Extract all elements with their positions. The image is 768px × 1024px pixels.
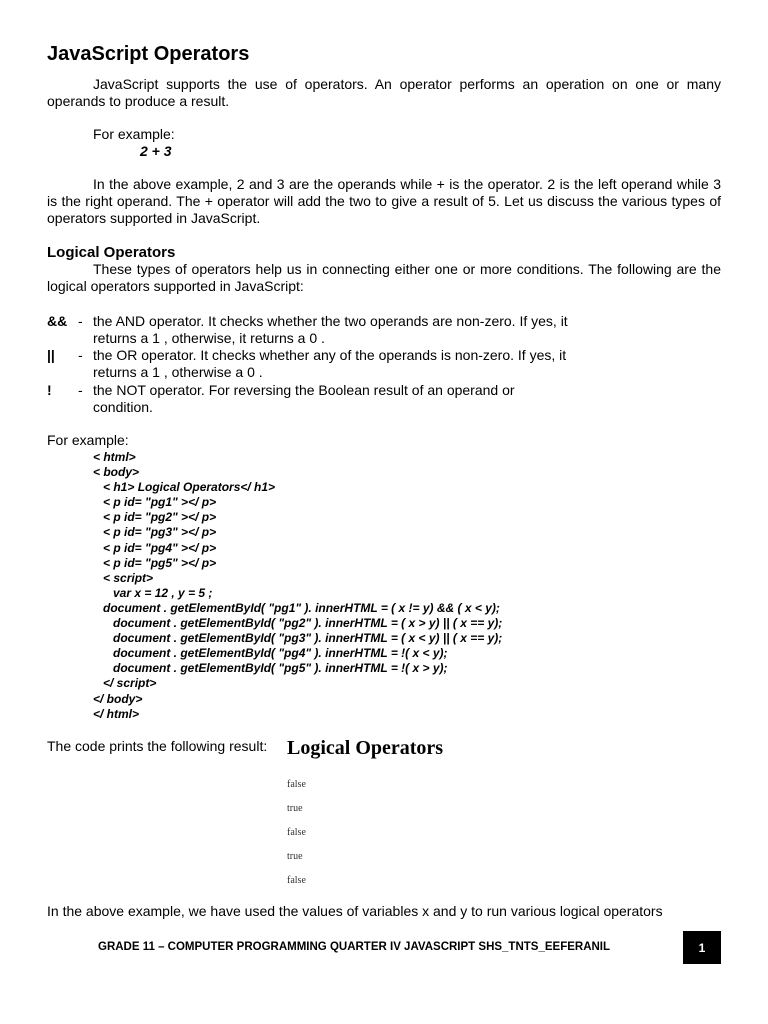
- not-operator-dash: -: [78, 382, 83, 398]
- result-title: Logical Operators: [287, 737, 444, 759]
- result-screenshot: [285, 733, 525, 887]
- for-example-label-2: For example:: [47, 432, 129, 448]
- code-line: < body>: [93, 465, 140, 480]
- and-operator-description: [93, 313, 593, 347]
- or-operator-line-2: returns a 1 , otherwise a 0 .: [93, 364, 263, 380]
- not-operator-description: [93, 382, 593, 416]
- explanation-text: In the above example, 2 and 3 are the operands while + is the operator. 2 is the left operand while 3 is the right operand. The + operator will add the two to give a result of 5. Let us discuss the various types of operators supported in JavaScript.: [47, 176, 721, 226]
- page-number: 1: [683, 931, 721, 964]
- or-operator-line-1: the OR operator. It checks whether any of the operands is non-zero. If yes, it: [93, 347, 567, 363]
- code-line: document . getElementById( "pg4" ). innerHTML = !( x < y);: [93, 646, 448, 661]
- code-line: document . getElementById( "pg3" ). innerHTML = ( x < y) || ( x == y);: [93, 631, 503, 646]
- code-line: < p id= "pg2" ></ p>: [93, 510, 217, 525]
- result-value: false: [287, 779, 306, 790]
- code-line: < p id= "pg3" ></ p>: [93, 525, 217, 540]
- page-footer: GRADE 11 – COMPUTER PROGRAMMING QUARTER IV JAVASCRIPT SHS_TNTS_EEFERANIL: [98, 941, 611, 953]
- closing-paragraph: In the above example, we have used the values of variables x and y to run various logical operators: [47, 903, 663, 919]
- code-line: < p id= "pg5" ></ p>: [93, 555, 217, 570]
- code-line: document . getElementById( "pg2" ). innerHTML = ( x > y) || ( x == y);: [93, 616, 503, 631]
- code-line: < script>: [93, 570, 154, 585]
- not-operator-line-2: condition.: [93, 399, 153, 415]
- result-value: true: [287, 803, 303, 814]
- explanation-paragraph: [47, 176, 721, 227]
- code-line: document . getElementById( "pg5" ). innerHTML = !( x > y);: [93, 661, 448, 676]
- not-operator-symbol: !: [47, 382, 52, 398]
- and-operator-line-1: the AND operator. It checks whether the two operands are non-zero. If yes, it: [93, 313, 568, 329]
- not-operator-line-1: the NOT operator. For reversing the Boolean result of an operand or: [93, 382, 515, 398]
- result-value: false: [287, 827, 306, 838]
- intro-text: JavaScript supports the use of operators. An operator performs an operation on one or many operands to produce a result.: [47, 76, 721, 109]
- logical-intro-paragraph: [47, 261, 721, 295]
- intro-paragraph: [47, 76, 721, 110]
- or-operator-symbol: ||: [47, 347, 55, 363]
- and-operator-symbol: &&: [47, 313, 68, 329]
- example-expression: 2 + 3: [140, 143, 172, 159]
- and-operator-line-2: returns a 1 , otherwise, it returns a 0 .: [93, 330, 325, 346]
- code-line: </ script>: [93, 676, 157, 691]
- or-operator-dash: -: [78, 347, 83, 363]
- or-operator-description: [93, 347, 593, 381]
- for-example-label-1: For example:: [93, 126, 175, 142]
- and-operator-dash: -: [78, 313, 83, 329]
- result-value: false: [287, 875, 306, 886]
- code-line: var x = 12 , y = 5 ;: [93, 585, 213, 600]
- code-line: </ html>: [93, 706, 140, 721]
- code-line: < html>: [93, 450, 136, 464]
- logical-intro-text: These types of operators help us in connecting either one or more conditions. The following are the logical operators supported in JavaScript:: [47, 261, 721, 294]
- result-caption: The code prints the following result:: [47, 738, 268, 754]
- code-line: document . getElementById( "pg1" ). innerHTML = ( x != y) && ( x < y);: [93, 600, 500, 615]
- logical-operators-heading: Logical Operators: [47, 244, 176, 261]
- code-line: < h1> Logical Operators</ h1>: [93, 480, 276, 495]
- code-line: < p id= "pg4" ></ p>: [93, 540, 217, 555]
- result-value: true: [287, 851, 303, 862]
- code-line: </ body>: [93, 691, 143, 706]
- page-title: JavaScript Operators: [47, 43, 250, 65]
- code-block: [93, 450, 502, 722]
- code-line: < p id= "pg1" ></ p>: [93, 495, 217, 510]
